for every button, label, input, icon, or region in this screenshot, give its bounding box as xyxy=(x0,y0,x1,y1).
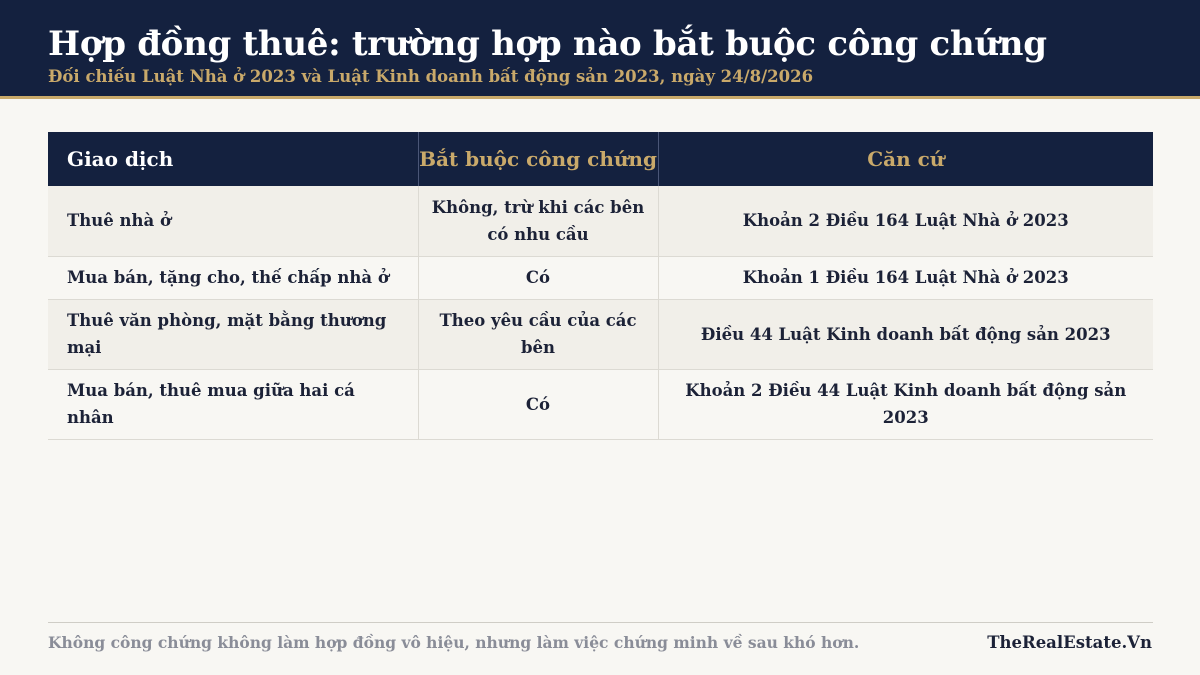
column-header-notarization-required: Bắt buộc công chứng xyxy=(418,132,658,186)
cell-notarization-required: Có xyxy=(418,369,658,439)
table-header-row xyxy=(48,132,1153,186)
cell-legal-basis: Khoản 2 Điều 44 Luật Kinh doanh bất động sản 2023 xyxy=(658,369,1153,439)
table-row xyxy=(48,369,1153,439)
footer-note: Không công chứng không làm hợp đồng vô hiệu, nhưng làm việc chứng minh về sau khó hơn. xyxy=(48,633,860,652)
cell-legal-basis: Khoản 2 Điều 164 Luật Nhà ở 2023 xyxy=(658,186,1153,256)
cell-transaction: Mua bán, tặng cho, thế chấp nhà ở xyxy=(48,256,418,299)
cell-notarization-required: Theo yêu cầu của các bên xyxy=(418,299,658,369)
page-title: Hợp đồng thuê: trường hợp nào bắt buộc công chứng xyxy=(48,24,1047,64)
cell-transaction: Thuê nhà ở xyxy=(48,186,418,256)
table-row xyxy=(48,256,1153,299)
column-header-legal-basis: Căn cứ xyxy=(658,132,1153,186)
comparison-table xyxy=(48,132,1153,440)
footer-divider xyxy=(48,622,1153,623)
cell-notarization-required: Không, trừ khi các bên có nhu cầu xyxy=(418,186,658,256)
cell-transaction: Mua bán, thuê mua giữa hai cá nhân xyxy=(48,369,418,439)
table-row xyxy=(48,299,1153,369)
cell-legal-basis: Điều 44 Luật Kinh doanh bất động sản 2023 xyxy=(658,299,1153,369)
header-banner xyxy=(0,0,1200,99)
page-subtitle: Đối chiếu Luật Nhà ở 2023 và Luật Kinh doanh bất động sản 2023, ngày 24/8/2026 xyxy=(48,67,814,86)
cell-transaction: Thuê văn phòng, mặt bằng thương mại xyxy=(48,299,418,369)
cell-notarization-required: Có xyxy=(418,256,658,299)
column-header-transaction: Giao dịch xyxy=(48,132,418,186)
cell-legal-basis: Khoản 1 Điều 164 Luật Nhà ở 2023 xyxy=(658,256,1153,299)
brand-name: TheRealEstate.Vn xyxy=(987,633,1152,652)
table-row xyxy=(48,186,1153,256)
